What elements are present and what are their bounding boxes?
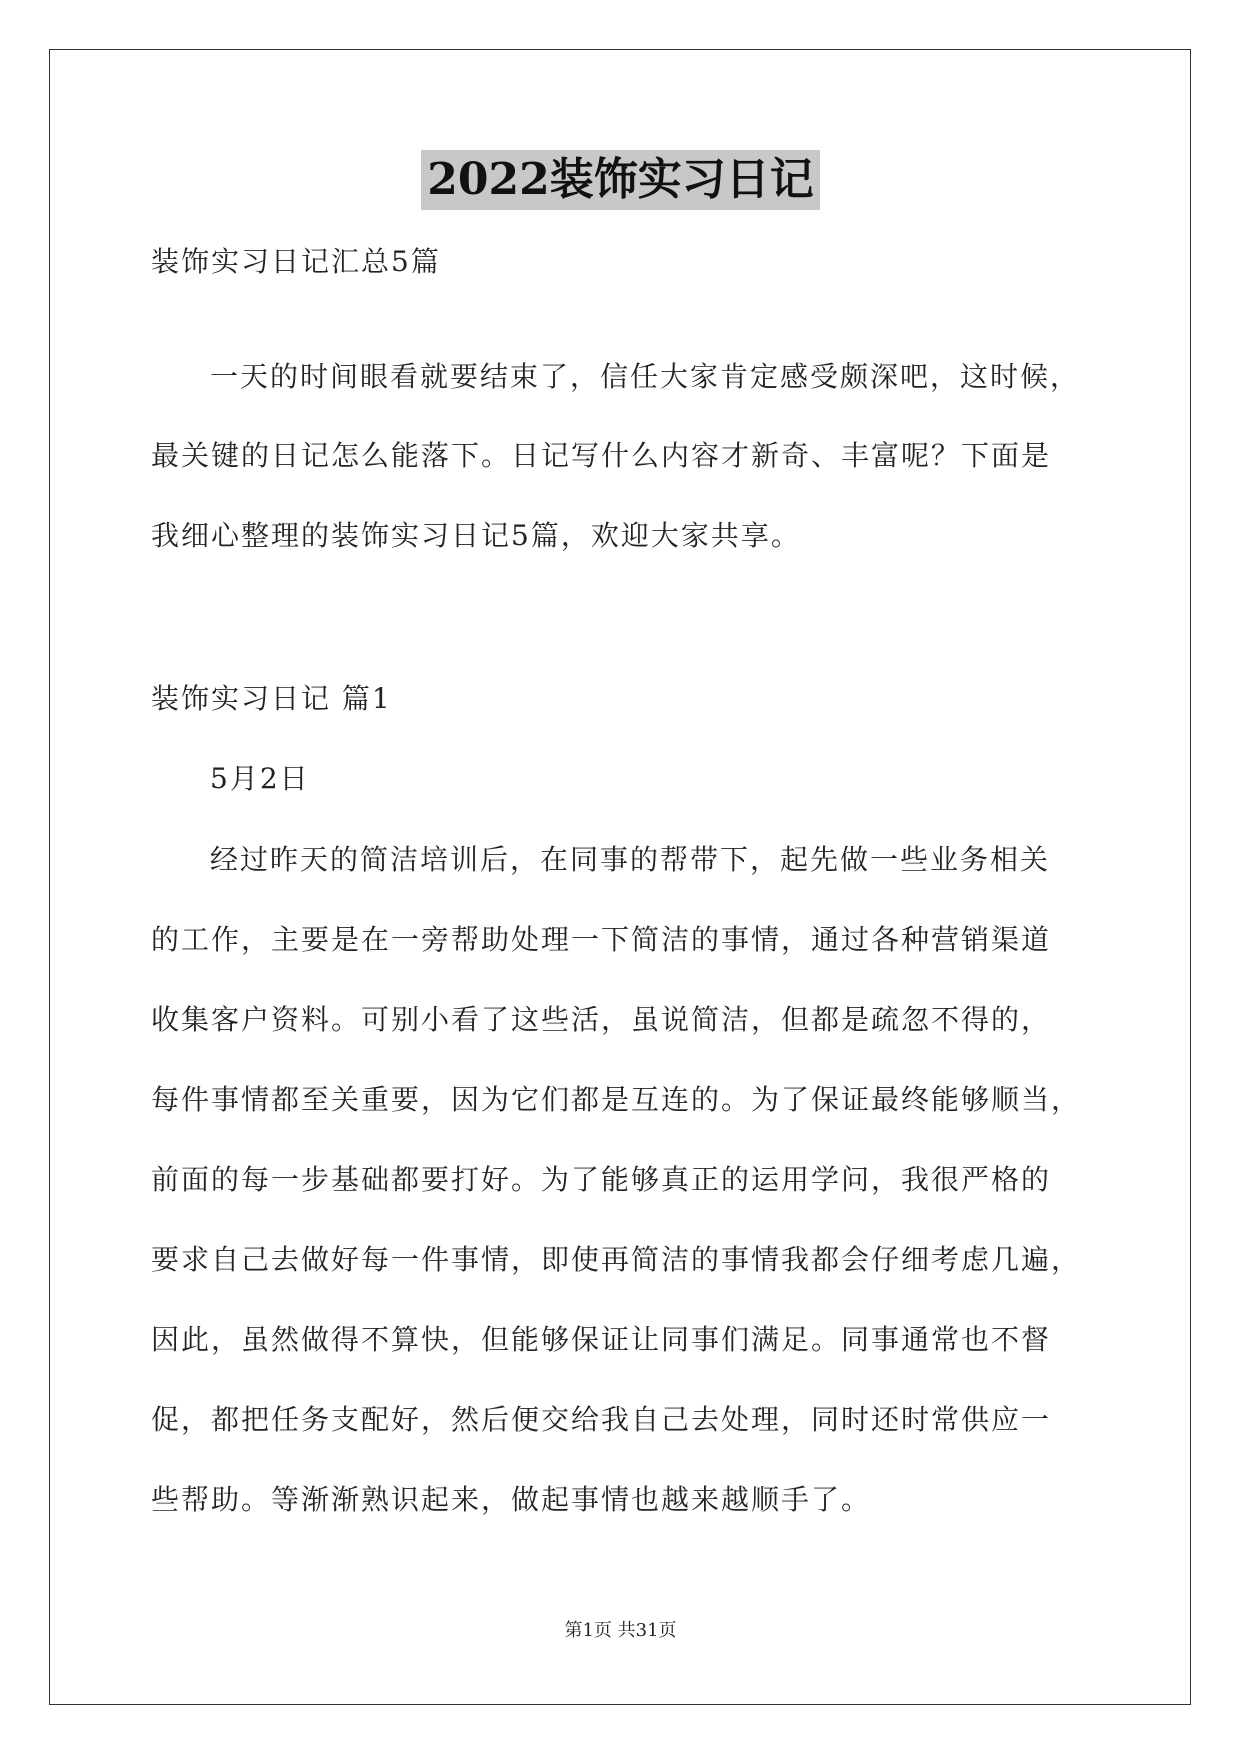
body-line: 收集客户资料。可别小看了这些活，虽说简洁，但都是疏忽不得的， [151, 1003, 1052, 1036]
body-line: 些帮助。等渐渐熟识起来，做起事情也越来越顺手了。 [151, 1483, 872, 1516]
body-line: 要求自己去做好每一件事情，即使再简洁的事情我都会仔细考虑几遍， [151, 1243, 1082, 1276]
body-line: 前面的每一步基础都要打好。为了能够真正的运用学问，我很严格的 [151, 1163, 1052, 1196]
intro-line: 最关键的日记怎么能落下。日记写什么内容才新奇、丰富呢？下面是 [151, 439, 1052, 472]
diary-date: 5月2日 [210, 762, 310, 795]
page-footer: 第1页 共31页 [564, 1620, 677, 1641]
body-line: 因此，虽然做得不算快，但能够保证让同事们满足。同事通常也不督 [151, 1323, 1052, 1356]
body-line: 的工作，主要是在一旁帮助处理一下简洁的事情，通过各种营销渠道 [151, 923, 1052, 956]
body-line: 每件事情都至关重要，因为它们都是互连的。为了保证最终能够顺当， [151, 1083, 1082, 1116]
section-heading: 装饰实习日记 篇1 [151, 682, 392, 715]
intro-line: 我细心整理的装饰实习日记5篇，欢迎大家共享。 [151, 519, 801, 552]
intro-line: 一天的时间眼看就要结束了，信任大家肯定感受颇深吧，这时候， [210, 360, 1081, 393]
subtitle: 装饰实习日记汇总5篇 [151, 245, 441, 278]
body-line: 经过昨天的简洁培训后，在同事的帮带下，起先做一些业务相关 [210, 843, 1051, 876]
document-title: 2022装饰实习日记 [421, 150, 819, 210]
body-line: 促，都把任务支配好，然后便交给我自己去处理，同时还时常供应一 [151, 1403, 1052, 1436]
title-wrap [0, 150, 1241, 210]
